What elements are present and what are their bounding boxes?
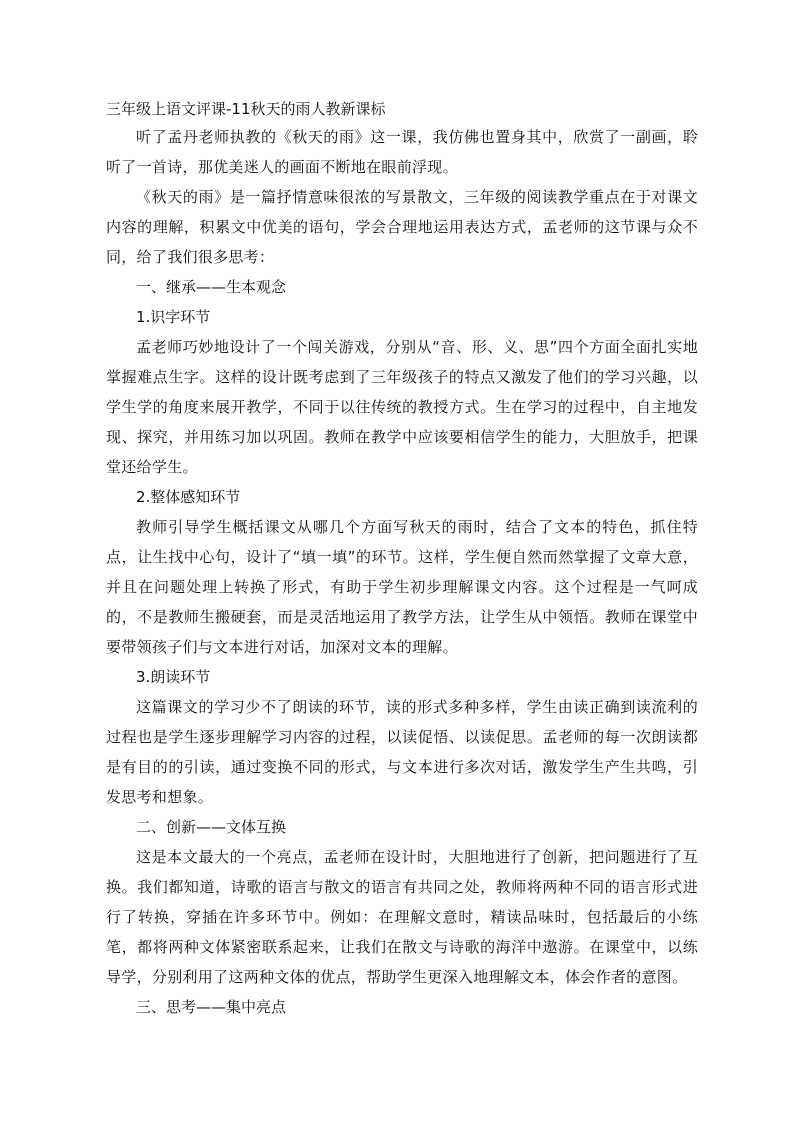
section-1-sub-2-heading: 2.整体感知环节: [136, 488, 241, 506]
section-1-sub-1-heading: 1.识字环节: [136, 308, 211, 326]
section-2-heading: 二、创新——文体互换: [136, 818, 287, 836]
section-1-sub-1-text: 孟老师巧妙地设计了一个闯关游戏，分别从“音、形、义、思”四个方面全面扎实地掌握难点生字。这样的设计既考虑到了三年级孩子的特点又激发了他们的学习兴趣，以学生学的角度来展开教学，不同于以往传统的教授方式。生在学习的过程中，自主地发现、探究，并用练习加以巩固。教师在教学中应该要相信学生的能力，大胆放手，把课堂还给学生。: [106, 338, 698, 476]
section-1-sub-2-text: 教师引导学生概括课文从哪几个方面写秋天的雨时，结合了文本的特色，抓住特点，让生找中心句，设计了“填一填”的环节。这样，学生便自然而然掌握了文章大意，并且在问题处理上转换了形式，有助于学生初步理解课文内容。这个过程是一气呵成的，不是教师生搬硬套，而是灵活地运用了教学方法，让学生从中领悟。教师在课堂中要带领孩子们与文本进行对话，加深对文本的理解。: [106, 518, 698, 656]
document-title: 三年级上语文评课-11秋天的雨人教新课标: [106, 100, 386, 118]
section-3-heading: 三、思考——集中亮点: [136, 998, 287, 1016]
intro-paragraph-2: 《秋天的雨》是一篇抒情意味很浓的写景散文，三年级的阅读教学重点在于对课文内容的理解，积累文中优美的语句，学会合理地运用表达方式，孟老师的这节课与众不同，给了我们很多思考：: [106, 188, 698, 266]
section-2-text: 这是本文最大的一个亮点，孟老师在设计时，大胆地进行了创新，把问题进行了互换。我们都知道，诗歌的语言与散文的语言有共同之处，教师将两种不同的语言形式进行了转换，穿插在许多环节中。例如：在理解文意时，精读品味时，包括最后的小练笔，都将两种文体紧密联系起来，让我们在散文与诗歌的海洋中遨游。在课堂中，以练导学，分别利用了这两种文体的优点，帮助学生更深入地理解文本，体会作者的意图。: [106, 848, 698, 986]
section-1-heading: 一、继承——生本观念: [136, 278, 287, 296]
section-1-sub-3-text: 这篇课文的学习少不了朗读的环节，读的形式多种多样，学生由读正确到读流利的过程也是学生逐步理解学习内容的过程，以读促悟、以读促思。孟老师的每一次朗读都是有目的的引读，通过变换不同的形式，与文本进行多次对话，激发学生产生共鸣，引发思考和想象。: [106, 698, 698, 806]
intro-paragraph-1: 听了孟丹老师执教的《秋天的雨》这一课，我仿佛也置身其中，欣赏了一副画，聆听了一首诗，那优美迷人的画面不断地在眼前浮现。: [106, 128, 698, 176]
section-1-sub-3-heading: 3.朗读环节: [136, 668, 211, 686]
